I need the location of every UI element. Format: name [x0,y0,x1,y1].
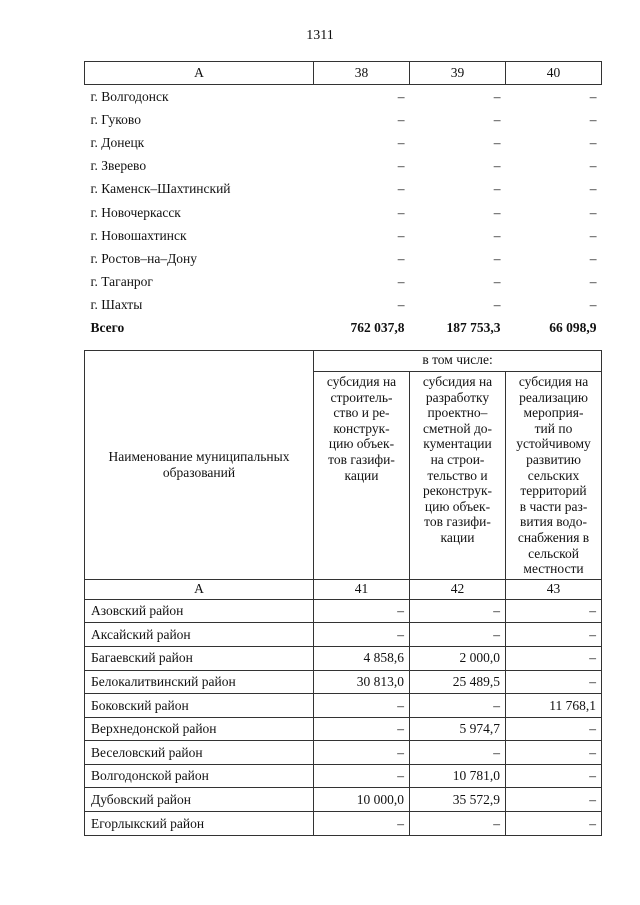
cell-value: – [506,812,602,836]
cell-value: – [397,274,405,290]
cell-value: – [410,741,506,765]
row-name: г. Ростов–на–Дону [90,250,198,266]
cell-value: – [493,227,501,243]
cell-value: 2 000,0 [410,646,506,670]
cell-value: – [589,204,597,220]
cell-value: 35 572,9 [410,788,506,812]
row-name: г. Зверево [90,158,147,174]
cell-value: – [589,181,597,197]
cell-value: – [589,158,597,174]
cell-value: – [314,717,410,741]
table-row [85,201,602,224]
cell-value: 25 489,5 [410,670,506,694]
cell-value: – [397,227,405,243]
row-name: г. Таганрог [90,274,153,290]
table-row [85,646,602,670]
table-row [85,741,602,765]
table-row [85,85,602,109]
col-header-42: 42 [410,579,506,599]
table-letter-row [85,579,602,599]
cell-value: – [493,158,501,174]
cell-value: 5 974,7 [410,717,506,741]
col-header-40: 40 [506,62,602,85]
col-header-43: 43 [506,579,602,599]
table-row [85,788,602,812]
total-value: 187 753,3 [446,320,501,336]
cell-value: – [493,88,501,104]
table-row [85,155,602,178]
cell-value: – [506,646,602,670]
table-row [85,694,602,718]
row-name: Волгодонской район [85,764,314,788]
col-header-43-text: субсидия на реализацию мероприя- тий по устойчивому развитию сельских территорий в части раз- вития водо- снабжения в сельской местности [506,372,602,580]
row-name: г. Гуково [90,111,141,127]
col-header-39: 39 [410,62,506,85]
cell-value: – [506,764,602,788]
cell-value: – [397,158,405,174]
cell-value: – [314,764,410,788]
cell-value: 30 813,0 [314,670,410,694]
row-name: Егорлыкский район [85,812,314,836]
table-row [85,131,602,154]
cell-value: – [589,88,597,104]
cell-value: – [493,204,501,220]
cell-value: – [589,134,597,150]
table-bottom [84,350,602,836]
cell-value: – [397,181,405,197]
row-name: г. Волгодонск [90,88,169,104]
cell-value: – [493,111,501,127]
cell-value: – [493,134,501,150]
row-name: Белокалитвинский район [85,670,314,694]
row-name: Верхнедонской район [85,717,314,741]
cell-value: – [589,297,597,313]
table-row [85,294,602,317]
cell-value: – [314,599,410,623]
cell-value: 10 000,0 [314,788,410,812]
page-number: 1311 [306,28,334,43]
cell-value: – [506,599,602,623]
cell-value: – [410,694,506,718]
cell-value: – [410,623,506,647]
table-header-row [85,62,602,85]
cell-value: 4 858,6 [314,646,410,670]
group-header: в том числе: [314,351,602,372]
col-header-a: А [85,579,314,599]
table-row [85,764,602,788]
table-row [85,224,602,247]
cell-value: – [506,623,602,647]
table-row [85,599,602,623]
row-name: г. Шахты [90,297,143,313]
table-row [85,271,602,294]
cell-value: – [493,250,501,266]
cell-value: – [397,111,405,127]
row-name: г. Новочеркасск [90,204,181,220]
table-row [85,178,602,201]
table-row [85,670,602,694]
total-value: 762 037,8 [350,320,405,336]
cell-value: – [589,111,597,127]
name-column-header: Наименование муниципальных образований [85,351,314,580]
col-header-41-text: субсидия на строитель- ство и ре- конструк- цию объек- тов газифи- кации [314,372,410,580]
row-name: Боковский район [85,694,314,718]
cell-value: – [506,741,602,765]
row-name: Азовский район [85,599,314,623]
cell-value: – [506,670,602,694]
cell-value: – [314,741,410,765]
row-name: Дубовский район [85,788,314,812]
total-value: 66 098,9 [549,320,597,336]
col-header-41: 41 [314,579,410,599]
cell-value: 11 768,1 [506,694,602,718]
cell-value: – [314,694,410,718]
row-name: г. Каменск–Шахтинский [90,181,231,197]
cell-value: – [589,274,597,290]
row-name: Багаевский район [85,646,314,670]
table-row [85,812,602,836]
table-row [85,108,602,131]
table-row [85,717,602,741]
row-name: г. Новошахтинск [90,227,187,243]
cell-value: – [410,812,506,836]
col-header-42-text: субсидия на разработку проектно– сметной до- кументации на строи- тельство и реконструк- цию объек- тов газифи- кации [410,372,506,580]
cell-value: – [314,623,410,647]
cell-value: – [397,134,405,150]
cell-value: – [493,297,501,313]
table-group-header-row [85,351,602,372]
total-label: Всего [90,320,125,336]
table-row [85,623,602,647]
total-row [85,317,602,340]
row-name: г. Донецк [90,134,145,150]
cell-value: – [397,250,405,266]
row-name: Веселовский район [85,741,314,765]
table-top [84,61,602,340]
cell-value: – [493,181,501,197]
cell-value: – [410,599,506,623]
cell-value: – [506,717,602,741]
col-header-38: 38 [314,62,410,85]
cell-value: 10 781,0 [410,764,506,788]
table-row [85,247,602,270]
cell-value: – [397,88,405,104]
cell-value: – [314,812,410,836]
cell-value: – [397,204,405,220]
cell-value: – [506,788,602,812]
cell-value: – [589,250,597,266]
row-name: Аксайский район [85,623,314,647]
col-header-a: А [85,62,314,85]
cell-value: – [397,297,405,313]
cell-value: – [589,227,597,243]
cell-value: – [493,274,501,290]
